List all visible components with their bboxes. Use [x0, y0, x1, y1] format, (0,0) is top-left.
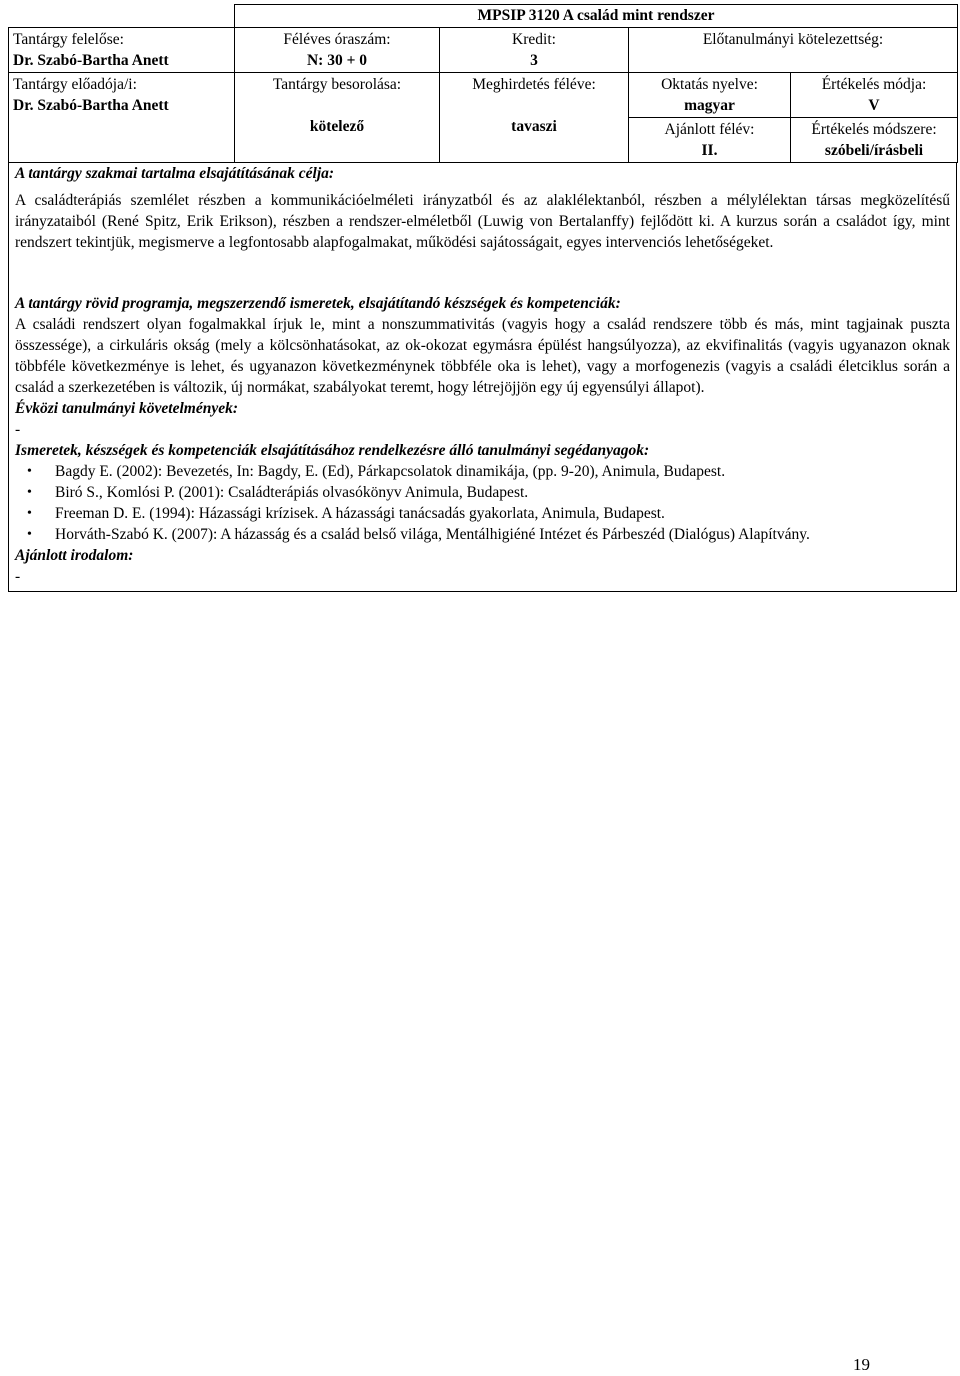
literature-heading: Ajánlott irodalom:: [15, 547, 134, 564]
course-title: MPSIP 3120 A család mint rendszer: [235, 5, 958, 28]
hours-value: N: 30 + 0: [306, 52, 368, 69]
lecturer-name: Dr. Szabó-Bartha Anett: [13, 97, 169, 114]
responsible-label: Tantárgy felelőse:: [13, 31, 124, 48]
requirements-heading: Évközi tanulmányi követelmények:: [15, 400, 239, 417]
hours-label: Féléves óraszám:: [283, 31, 391, 48]
hours-cell: [235, 28, 440, 73]
bullet-icon: •: [27, 464, 32, 479]
responsible-cell: [9, 28, 235, 73]
requirements-text: -: [15, 421, 21, 438]
language-value: magyar: [684, 97, 735, 114]
list-item: • Biró S., Komlósi P. (2001): Családterápiás olvasókönyv Animula, Budapest.: [27, 484, 529, 501]
language-label: Oktatás nyelve:: [661, 76, 758, 93]
eval-method-cell: [791, 118, 958, 163]
semester-value: tavaszi: [511, 118, 557, 135]
aim-heading: A tantárgy szakmai tartalma elsajátításának célja:: [15, 165, 335, 182]
eval-type-value: V: [868, 97, 880, 114]
list-item: • Bagdy E. (2002): Bevezetés, In: Bagdy, E. (Ed), Párkapcsolatok dinamikája, (pp. 9-20), Animula, Budapest.: [27, 463, 726, 480]
responsible-name: Dr. Szabó-Bartha Anett: [13, 52, 169, 69]
recommended-label: Ajánlott félév:: [664, 121, 755, 138]
semester-label: Meghirdetés féléve:: [472, 76, 596, 93]
lecturer-cell: [9, 73, 235, 163]
classification-label: Tantárgy besorolása:: [272, 76, 402, 93]
recommended-cell: [629, 118, 791, 163]
course-header-table: [8, 4, 958, 163]
credit-value: 3: [530, 52, 538, 69]
course-content: [8, 163, 957, 592]
eval-method-value: szóbeli/írásbeli: [824, 142, 924, 159]
bullet-icon: •: [27, 527, 32, 542]
bullet-icon: •: [27, 506, 32, 521]
prereq-cell: [629, 28, 958, 73]
eval-type-label: Értékelés módja:: [821, 76, 927, 93]
materials-list: [15, 461, 950, 545]
program-section: [9, 283, 956, 591]
bullet-icon: •: [27, 485, 32, 500]
aim-section: [9, 163, 956, 283]
list-item: • Freeman D. E. (1994): Házassági krízisek. A házassági tanácsadás gyakorlata, Animula, Budapest.: [27, 505, 665, 522]
lecturer-label: Tantárgy előadója/i:: [13, 76, 137, 93]
credit-cell: [440, 28, 629, 73]
aim-text: A családterápiás szemlélet részben a kommunikációelméleti irányzatból és az alaklélektanból, részben a mélylélektan társas megközelítésű irányzataiból (René Spitz, Erik Erikson), részben a rendszer-elméletből (Luwig von Bertalanffy) fejlődött ki. A kurzus során a családot így, mint rendszert tekintjük, megismerve a legfontosabb alapfogalmakat, működési sajátosságait, egyes intervenciós lehetőségeket.: [15, 192, 950, 251]
classification-value: kötelező: [309, 118, 365, 135]
classification-cell: [235, 73, 440, 163]
credit-label: Kredit:: [512, 31, 556, 48]
program-heading: A tantárgy rövid programja, megszerzendő ismeretek, elsajátítandó készségek és kompetenciák:: [15, 295, 621, 312]
eval-method-label: Értékelés módszere:: [811, 121, 937, 138]
eval-type-cell: [791, 73, 958, 118]
semester-cell: [440, 73, 629, 163]
literature-text: -: [15, 568, 21, 585]
language-cell: [629, 73, 791, 118]
program-text: A családi rendszert olyan fogalmakkal írjuk le, mint a nonszummativitás (vagyis hogy a család rendszere több és más, mint tagjainak puszta összessége), a cirkuláris okság (mely a kölcsönhatásokat, az ok-okozat egymásra épülést hangsúlyozza), az ekvifinalitás (vagyis ugyanazon oknak többféle következménye is lehet, és ugyanazon következménynek többféle oka is lehet), vagy a morfogenezis (vagyis a családi életciklus során a család a szerkezetében is változik, új normákat, szabályokat teremt, hogy létrejöjjön egy új egyensúlyi állapot).: [15, 316, 950, 396]
materials-heading: Ismeretek, készségek és kompetenciák elsajátításához rendelkezésre álló tanulmányi segédanyagok:: [15, 442, 650, 459]
list-item: • Horváth-Szabó K. (2007): A házasság és a család belső világa, Mentálhigiéné Intézet és Párbeszéd (Dialógus) Alapítvány.: [27, 526, 810, 543]
recommended-value: II.: [701, 142, 718, 159]
page-number: 19: [853, 1355, 870, 1374]
prereq-label: Előtanulmányi kötelezettség:: [702, 31, 884, 48]
course-sheet: [8, 4, 957, 592]
